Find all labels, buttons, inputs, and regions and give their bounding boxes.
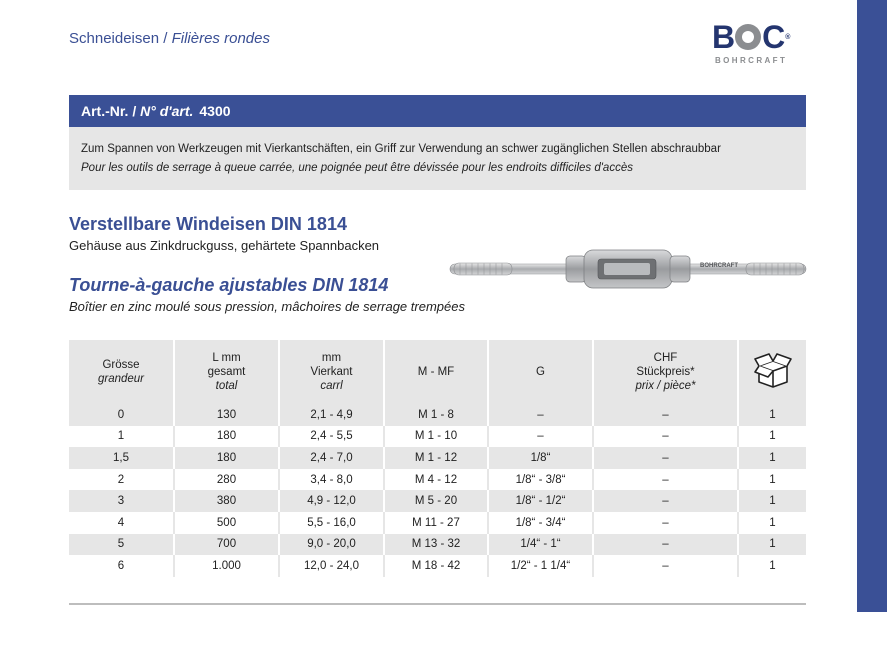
product-title-fr: Tourne-à-gauche ajustables DIN 1814: [69, 275, 389, 295]
cell-package-qty: 1: [738, 490, 806, 512]
cell-package-qty: 1: [738, 534, 806, 556]
header-thread-g: [488, 340, 593, 404]
cell-size: 1: [69, 426, 174, 448]
cell-size: 3: [69, 490, 174, 512]
header-price: [593, 340, 738, 404]
header-square-de: Vierkant: [310, 366, 353, 378]
header-square-unit: mm: [321, 352, 342, 364]
header-square-fr: carrl: [320, 380, 343, 392]
header-length: [174, 340, 279, 404]
box-icon: [753, 352, 793, 388]
logo-o-icon: [735, 24, 761, 50]
cell-square: 3,4 - 8,0: [279, 469, 384, 491]
cell-length: 130: [174, 404, 279, 426]
cell-square: 4,9 - 12,0: [279, 490, 384, 512]
cell-thread-g: –: [488, 426, 593, 448]
table-row: [69, 404, 806, 426]
cell-thread-m: M 5 - 20: [384, 490, 488, 512]
header-thread-m-label: M - MF: [417, 366, 455, 378]
description-de: Zum Spannen von Werkzeugen mit Vierkantschäften, ein Griff zur Verwendung an schwer zugänglichen Stellen abschraubbar: [81, 143, 721, 155]
cell-size: 0: [69, 404, 174, 426]
header-length-fr: total: [215, 380, 238, 392]
cell-size: 5: [69, 534, 174, 556]
cell-price: –: [593, 534, 738, 556]
article-label-fr: N° d'art.: [140, 103, 194, 119]
header-size-de: Grösse: [102, 359, 140, 371]
cell-package-qty: 1: [738, 447, 806, 469]
description-fr: Pour les outils de serrage à queue carrée, une poignée peut être dévissée pour les endroits difficiles d'accès: [81, 162, 633, 174]
tap-wrench-brand-label: BOHRCRAFT: [700, 263, 738, 269]
cell-package-qty: 1: [738, 469, 806, 491]
table-row: [69, 426, 806, 448]
article-number: 4300: [199, 103, 231, 119]
cell-square: 12,0 - 24,0: [279, 555, 384, 577]
header-price-fr: prix / pièce*: [635, 380, 696, 392]
header-square: [279, 340, 384, 404]
cell-price: –: [593, 490, 738, 512]
logo-subtitle: BOHRCRAFT: [715, 56, 788, 65]
table-row: [69, 490, 806, 512]
cell-thread-g: 1/8“ - 3/8“: [488, 469, 593, 491]
header-size-fr: grandeur: [97, 373, 145, 385]
cell-package-qty: 1: [738, 512, 806, 534]
cell-length: 180: [174, 447, 279, 469]
cell-size: 1,5: [69, 447, 174, 469]
description-box: [69, 127, 806, 190]
category-title: [69, 30, 270, 47]
cell-thread-m: M 1 - 10: [384, 426, 488, 448]
cell-package-qty: 1: [738, 404, 806, 426]
cell-size: 4: [69, 512, 174, 534]
tap-wrench-image: [448, 248, 808, 290]
cell-length: 500: [174, 512, 279, 534]
cell-thread-g: 1/2“ - 1 1/4“: [488, 555, 593, 577]
product-title-de: Verstellbare Windeisen DIN 1814: [69, 214, 347, 234]
header-price-de: Stückpreis*: [636, 366, 695, 378]
cell-square: 9,0 - 20,0: [279, 534, 384, 556]
cell-length: 1.000: [174, 555, 279, 577]
cell-thread-g: 1/4“ - 1“: [488, 534, 593, 556]
cell-price: –: [593, 512, 738, 534]
cell-price: –: [593, 555, 738, 577]
cell-square: 2,4 - 5,5: [279, 426, 384, 448]
header-thread-g-label: G: [536, 366, 545, 378]
header-length-de: gesamt: [207, 366, 246, 378]
cell-length: 700: [174, 534, 279, 556]
cell-thread-g: –: [488, 404, 593, 426]
cell-thread-m: M 13 - 32: [384, 534, 488, 556]
cell-price: –: [593, 426, 738, 448]
cell-length: 280: [174, 469, 279, 491]
article-label-de: Art.-Nr. /: [81, 103, 141, 119]
cell-price: –: [593, 469, 738, 491]
cell-square: 5,5 - 16,0: [279, 512, 384, 534]
cell-thread-m: M 1 - 12: [384, 447, 488, 469]
header-price-currency: CHF: [653, 352, 678, 364]
table-row: [69, 534, 806, 556]
table-row: [69, 447, 806, 469]
category-fr: Filières rondes: [171, 30, 270, 47]
cell-thread-g: 1/8“ - 1/2“: [488, 490, 593, 512]
cell-square: 2,1 - 4,9: [279, 404, 384, 426]
cell-thread-g: 1/8“: [488, 447, 593, 469]
header-thread-m: [384, 340, 488, 404]
logo-registered: ®: [785, 34, 790, 41]
cell-thread-g: 1/8“ - 3/4“: [488, 512, 593, 534]
product-subtitle-de: Gehäuse aus Zinkdruckguss, gehärtete Spannbacken: [69, 238, 380, 253]
header-length-unit: L mm: [212, 352, 241, 364]
table-row: [69, 512, 806, 534]
header-package: [738, 340, 806, 404]
cell-length: 380: [174, 490, 279, 512]
article-header: [69, 95, 806, 127]
bottom-divider: [69, 603, 806, 605]
cell-package-qty: 1: [738, 555, 806, 577]
cell-size: 6: [69, 555, 174, 577]
cell-size: 2: [69, 469, 174, 491]
cell-thread-m: M 18 - 42: [384, 555, 488, 577]
bohrcraft-logo: [712, 18, 808, 68]
cell-thread-m: M 4 - 12: [384, 469, 488, 491]
header-size: [69, 340, 174, 404]
cell-package-qty: 1: [738, 426, 806, 448]
cell-price: –: [593, 404, 738, 426]
table-row: [69, 469, 806, 491]
cell-thread-m: M 11 - 27: [384, 512, 488, 534]
cell-length: 180: [174, 426, 279, 448]
category-de: Schneideisen: [69, 30, 160, 47]
product-subtitle-fr: Boîtier en zinc moulé sous pression, mâchoires de serrage trempées: [69, 299, 465, 314]
category-separator: /: [159, 30, 172, 47]
table-row: [69, 555, 806, 577]
logo-letter-c: C: [762, 19, 785, 55]
cell-price: –: [593, 447, 738, 469]
side-color-bar: [857, 0, 887, 612]
logo-letter-b: B: [712, 19, 735, 55]
cell-square: 2,4 - 7,0: [279, 447, 384, 469]
spec-table: [69, 340, 806, 577]
cell-thread-m: M 1 - 8: [384, 404, 488, 426]
